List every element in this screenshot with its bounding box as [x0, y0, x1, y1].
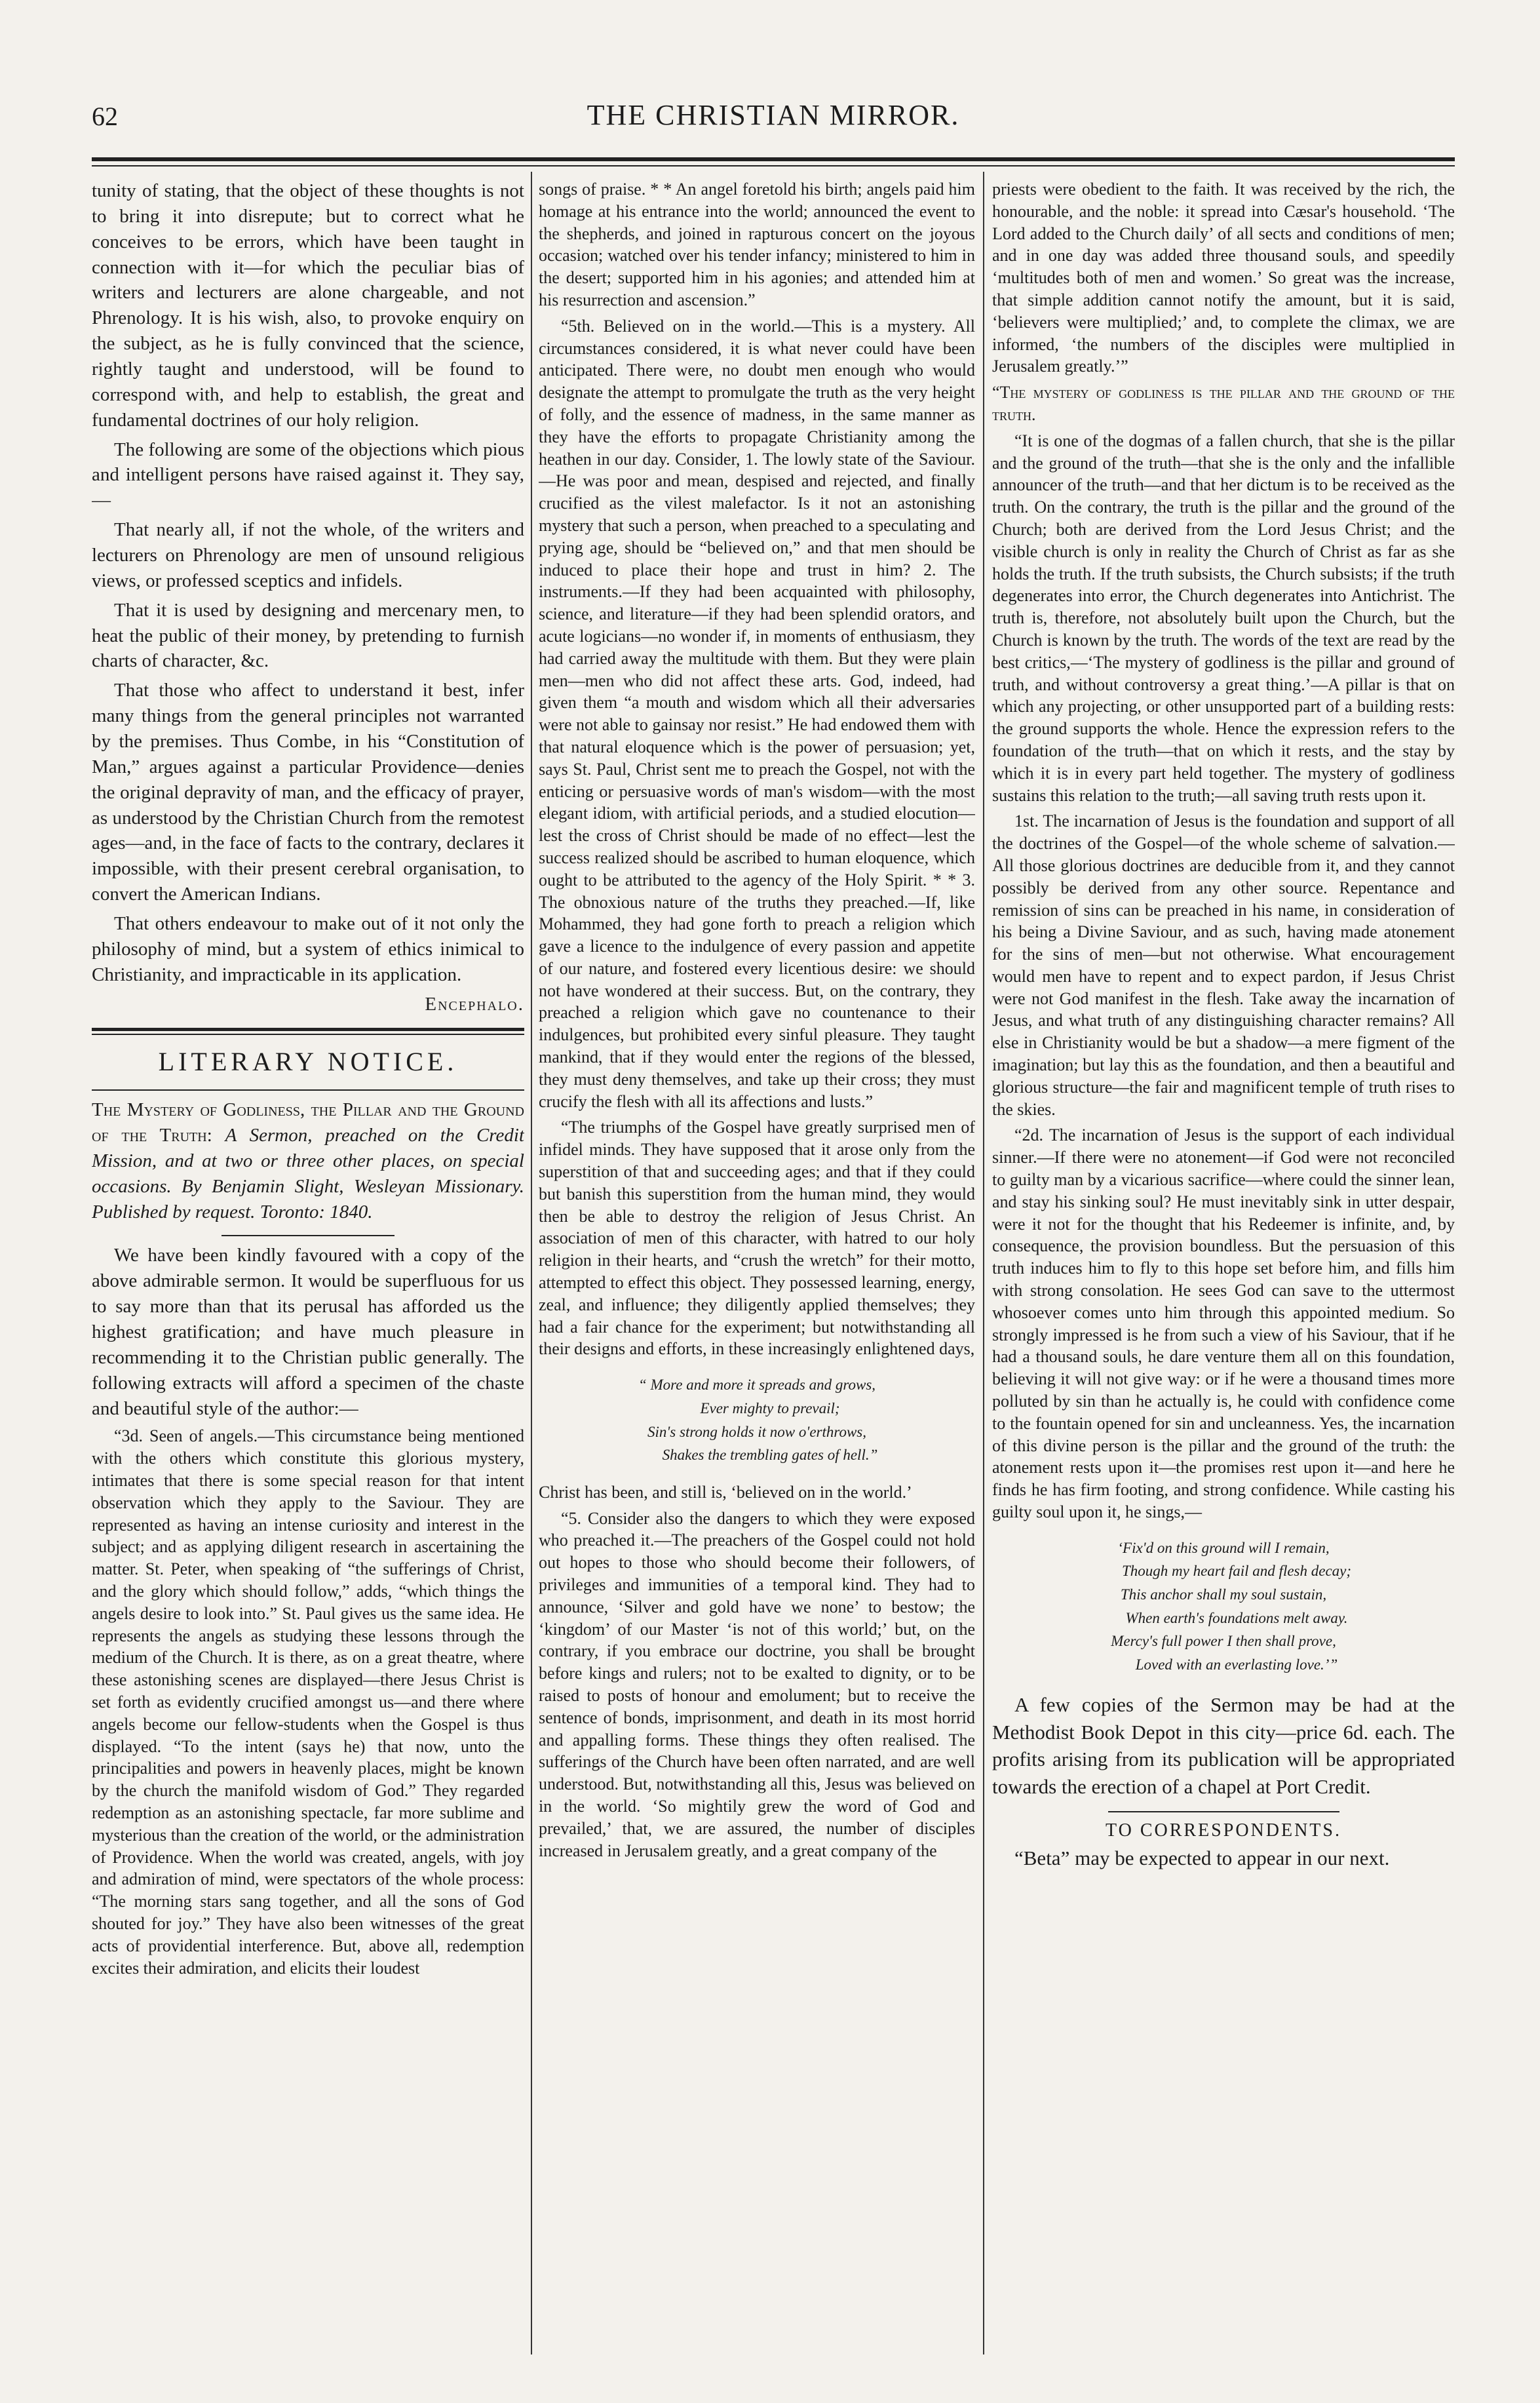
paragraph: priests were obedient to the faith. It was received by the rich, the honourable, and the noble: it spread into Cæsar's household. ‘The Lord added to the Church daily’ of all sects and conditions of men; and in one day was added three thousand souls, and speedily ‘multitudes both of men and women.’ So great was the increase, that simple addition cannot notify the amount, but it is said, ‘believers were multiplied;’ and, to complete the climax, we are informed, ‘the numbers of the disciples were multiplied in Jerusalem greatly.’” — [992, 180, 1455, 376]
page-header — [92, 98, 1455, 138]
paragraph: “It is one of the dogmas of a fallen church, that she is the pillar and the ground of the truth—that she is the only and the infallible announcer of the truth—and that her dictum is to be received as the truth. On the contrary, the truth is the pillar and the ground of the Church; both are derived from the Lord Jesus Christ; and the visible church is only in reality the Church of Christ as far as she holds the truth. If the truth subsists, the Church subsists; if the truth degenerates into error, the Church degenerates into Antichrist. The truth is, therefore, not absolutely built upon the Church, but the Church is known by the truth. The words of the text are read by the best critics,—‘The mystery of godliness is the pillar and ground of truth, and without controversy a great thing.’—A pillar is that on which any projecting, or other unsupported part of a building rests: the ground supports the whole. Hence the expression refers to the foundation of the truth—that on which it rests, and the stay by which it is in every part held together. The mystery of godliness sustains this relation to the truth;—all saving truth rests upon it. — [992, 431, 1455, 805]
paragraph: “5th. Believed on in the world.—This is a mystery. All circumstances considered, it is what never could have been anticipated. There were, no doubt men enough who would designate the attempt to promulgate the truth as the very height of folly, and the essence of madness, in the same manner as they have the efforts to propagate Christianity among the heathen in our day. Consider, 1. The lowly state of the Saviour.—He was poor and mean, despised and rejected, and finally crucified as the vilest malefactor. Is it not an astonishing mystery that such a person, when preached to a speculating and prying age, should be “believed on,” and that men should be induced to place their hope and trust in him? 2. The instruments.—If they had been acquainted with philosophy, science, and literature—if they had been splendid orators, and acute logicians—no wonder if, in moments of enthusiasm, they had carried away the multitude with them. But they were plain men—men who did not affect these arts. God, indeed, had given them “a mouth and wisdom which all their adversaries were not able to gainsay nor resist.” He had endowed them with that natural eloquence which is the power of persuasion; yet, says St. Paul, Christ sent me to preach the Gospel, not with the enticing or persuasive words of man's wisdom—with the most elegant idiom, with artificial periods, and a studied elocution—lest the cross of Christ should be made of no effect—lest the success realized should be ascribed to human eloquence, which ought to be attributed to the agency of the Holy Spirit. * * 3. The obnoxious nature of the truths they preached.—If, like Mohammed, they had gone forth to preach a religion which gave a licence to the indulgence of every passion and appetite of our nature, and fostered every licentious desire: we should not have wondered at their success. But, on the contrary, they preached a religion which gave no countenance to their indulgences, but prohibited every sinful pleasure. They taught mankind, that if they would enter the regions of the blessed, they must deny themselves, and take up their cross; they must crucify the flesh with all its affections and lusts.” — [539, 316, 975, 1111]
notice-citation — [92, 1097, 524, 1224]
paragraph: 1st. The incarnation of Jesus is the foundation and support of all the doctrines of the Gospel—of the whole scheme of salvation.—All those glorious doctrines are deducible from it, and they cannot possibly be derived from any other source. Repentance and remission of sins can be preached in his name, in consideration of his being a Divine Saviour, and as such, having made atonement for the sins of men—but not otherwise. What encouragement would men have to repent and to expect pardon, if Jesus Christ were not God manifest in the flesh. Take away the incarnation of Jesus, and what truth of any distinguishing character remains? All else in Christianity would be but a shadow—a mere figment of the imagination; but lay this as the foundation, and then a beautiful and glorious structure—the fair and magnificent temple of truth rises to the skies. — [992, 811, 1455, 1119]
column-divider-left — [531, 172, 532, 2354]
paragraph: We have been kindly favoured with a copy of the above admirable sermon. It would be superfluous for us to say more than that its perusal has afforded us the highest gratification; and have much pleasure in recommending it to the Christian public generally. The following extracts will afford a specimen of the chaste and beautiful style of the author:— — [92, 1245, 524, 1419]
verse-line: “ More and more it spreads and grows, — [638, 1377, 876, 1394]
verse-line: Loved with an everlasting love.’” — [1135, 1656, 1338, 1673]
short-separator — [221, 1235, 395, 1236]
notice-title: The Mystery of Godliness, the Pillar and the Ground of the Truth: — [92, 1099, 524, 1146]
thin-separator — [92, 1089, 524, 1091]
paragraph: That those who affect to understand it best, infer many things from the general principles not warranted by the premises. Thus Combe, in his “Constitution of Man,” argues against a particular Providence—denies the original depravity of man, and the efficacy of prayer, as understood by the Christian Church from the remotest ages—and, in the face of facts to the contrary, declares it impossible, with their present cerebral organisation, to convert the American Indians. — [92, 680, 524, 905]
paragraph: That others endeavour to make out of it not only the philosophy of mind, but a system of ethics inimical to Christianity, and impracticable in its application. — [92, 913, 524, 985]
running-title: THE CHRISTIAN MIRROR. — [587, 99, 960, 131]
verse-line: Shakes the trembling gates of hell.” — [662, 1447, 878, 1464]
column-divider-right — [983, 172, 984, 2354]
header-rule-thin — [92, 165, 1455, 166]
literary-notice-heading: LITERARY NOTICE. — [158, 1046, 458, 1076]
paragraph: Christ has been, and still is, ‘believed on in the world.’ — [539, 1482, 912, 1502]
paragraph: tunity of stating, that the object of these thoughts is not to bring it into disrepute; but to correct what he conceives to be errors, which have been taught in connection with it—for which the peculiar bias of writers and lecturers are alone chargeable, and not Phrenology. It is his wish, also, to provoke enquiry on the subject, as he is fully convinced that the science, rightly taught and understood, will be found to correspond with, and help to establish, the great and fundamental doctrines of our holy religion. — [92, 180, 524, 431]
verse-line: Sin's strong holds it now o'erthrows, — [647, 1423, 867, 1440]
paragraph: A few copies of the Sermon may be had at the Methodist Book Depot in this city—price 6d. each. The profits arising from its publication will be appropriated towards the erection of a chapel at Port Credit. — [992, 1692, 1455, 1799]
paragraph: “The triumphs of the Gospel have greatly surprised men of infidel minds. They have supposed that it arose only from the superstition of that and succeeding ages; and that if they could but banish this superstition from the human mind, they would then be able to destroy the religion of Jesus Christ. An association of men of this character, with hatred to our holy religion in their hearts, and “crush the wretch” for their motto, attempted to effect this object. They possessed learning, energy, zeal, and influence; they diligently applied themselves; they had a fair chance for the experiment; but notwithstanding all their designs and efforts, in these increasingly enlightened days, — [539, 1118, 975, 1359]
hymn-verse — [539, 1373, 975, 1467]
paragraph: That it is used by designing and mercenary men, to heat the public of their money, by pretending to furnish charts of character, &c. — [92, 599, 524, 672]
paragraph: songs of praise. * * An angel foretold his birth; angels paid him homage at his entrance into the world; announced the event to the shepherds, and joined in rapturous concert on the joyous occasion; watched over his tender infancy; ministered to him in the desert; supported him in his agonies; and attended him at his resurrection and ascension.” — [539, 180, 975, 309]
header-rule-thick — [92, 157, 1455, 161]
paragraph: That nearly all, if not the whole, of the writers and lecturers on Phrenology are men of unsound religious views, or professed sceptics and infidels. — [92, 519, 524, 591]
paragraph: The following are some of the objections which pious and intelligent persons have raised against it. They say,— — [92, 439, 524, 511]
notice-subtitle: A Sermon, preached on the Credit Mission, and at two or three other places, on special occasions. By Benjamin Slight, Wesleyan Missionary. Published by request. Toronto: 1840. — [92, 1124, 524, 1222]
correspondents-heading: TO CORRESPONDENTS. — [1106, 1820, 1341, 1841]
column-one — [92, 178, 524, 2341]
page-number: 62 — [92, 102, 118, 131]
correspondents-note: “Beta” may be expected to appear in our next. — [1014, 1846, 1390, 1870]
paragraph: “5. Consider also the dangers to which they were exposed who preached it.—The preachers of the Gospel could not hold out hopes to those who should become their followers, of privileges and immunities of a temporal kind. They had to announce, ‘Silver and gold have we none’ to bestow; the ‘kingdom’ of our Master ‘is not of this world;’ but, on the contrary, if you embrace our doctrine, you shall be brought before kings and rulers; not to be exalted to dignity, or to be raised to posts of honour and emolument; but to receive the sentence of bonds, imprisonment, and death in its most horrid and appalling forms. These things they often realised. The sufferings of the Church have been often narrated, and are well understood. But, notwithstanding all this, Jesus was believed on in the world. ‘So mightily grew the word of God and prevailed,’ that, we are assured, the number of disciples increased in Jerusalem greatly, and a great company of the — [539, 1508, 975, 1860]
author-signature: Encephalo. — [425, 993, 524, 1015]
paragraph: “2d. The incarnation of Jesus is the support of each individual sinner.—If there were no atonement—if God were not reconciled to guilty man by a vicarious sacrifice—where could the sinner lean, and stay his sinking soul? He must inevitably sink in utter despair, were it not for the thought that his Redeemer is infinite, and, by consequence, the provision boundless. But the persuasion of this truth induces him to fly to this hope set before him, and fills him with strong consolation. He sees God can save to the uttermost whosoever comes unto him through this appointed medium. So strongly impressed is he from such a view of his Saviour, that if he had a thousand souls, he dare venture them all on this foundation, believing it will not give way: or if he were a thousand times more polluted by sin than he actually is, he could with confidence come to the fountain opened for sin and uncleanness. Yes, the incarnation of this divine person is the pillar and the ground of the truth: the atonement rests upon it—the promises rest upon it—and here he finds he has firm footing, and strong confidence. While casting his guilty soul upon it, he sings,— — [992, 1125, 1455, 1522]
column-two — [539, 178, 975, 2341]
hymn-verse — [992, 1536, 1455, 1677]
verse-line: When earth's foundations melt away. — [1125, 1609, 1348, 1626]
section-separator — [92, 1028, 524, 1035]
verse-line: Ever mighty to prevail; — [700, 1399, 840, 1416]
verse-line: ‘Fix'd on this ground will I remain, — [1117, 1539, 1330, 1556]
verse-line: Mercy's full power I then shall prove, — [1111, 1633, 1336, 1650]
column-three — [992, 178, 1455, 2341]
verse-line: This anchor shall my soul sustain, — [1120, 1586, 1327, 1603]
verse-line: Though my heart fail and flesh decay; — [1121, 1563, 1352, 1580]
extract-paragraph: “3d. Seen of angels.—This circumstance being mentioned with the others which constitute this glorious mystery, intimates that there is some special reason for that intent observation which they apply to the Saviour. They are represented as having an intense curiosity and interest in the subject; and as applying diligent research in ascertaining the matter. St. Peter, when speaking of “the sufferings of Christ, and the glory which should follow,” adds, “which things the angels desire to look into.” St. Paul gives us the same idea. He represents the angels as studying these lessons through the medium of the Church. It is there, as on a great theatre, where these astonishing scenes are displayed—there Jesus Christ is set forth as evidently crucified amongst us—and there where angels become our fellow-students when the Gospel is thus displayed. “To the intent (says he) that now, unto the principalities and powers in heavenly places, might be known by the church the manifold wisdom of God.” They regarded redemption as an astonishing spectacle, far more sublime and mysterious than the creation of the world, or the administration of Providence. When the world was created, angels, with joy and admiration of mind, were spectators of the whole process: “The morning stars sang together, and all the sons of God shouted for joy.” They have also been witnesses of the great acts of providential interference. But, above all, redemption excites their admiration, and elicits their loudest — [92, 1426, 524, 1978]
subsection-heading: “The mystery of godliness is the pillar and the ground of the truth. — [992, 383, 1455, 424]
short-separator — [1108, 1811, 1339, 1812]
